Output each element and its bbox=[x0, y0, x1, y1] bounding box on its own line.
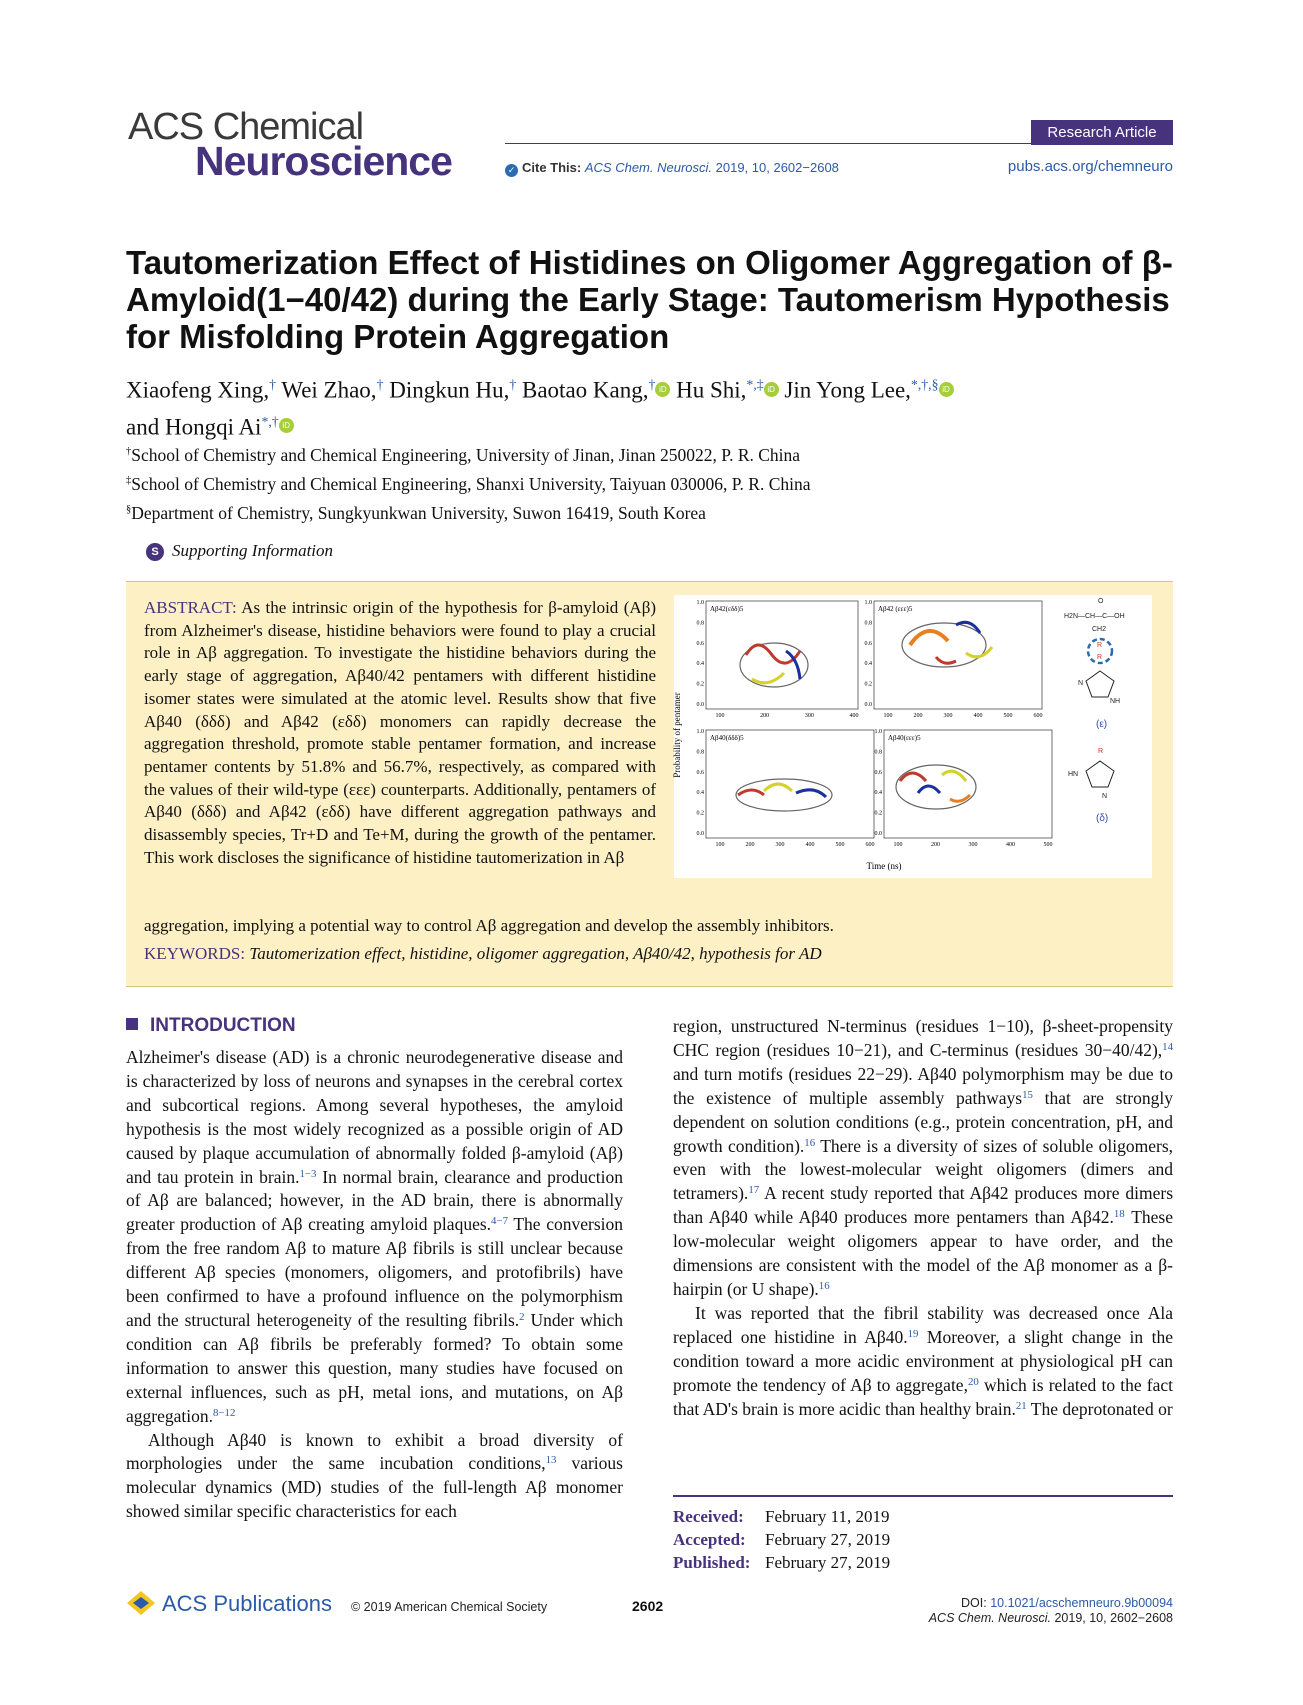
panel-2-ytick: 0.2 bbox=[864, 681, 872, 688]
toc-chart-svg bbox=[674, 595, 1152, 878]
panel-4-ytick: 0.4 bbox=[874, 790, 882, 797]
ref-link[interactable]: 14 bbox=[1162, 1040, 1173, 1053]
panel-3-ytick: 0.4 bbox=[696, 790, 704, 797]
author-affiliation-mark: *,† bbox=[261, 413, 279, 429]
panel-3-xtick: 500 bbox=[835, 842, 845, 848]
date-accepted: Accepted: February 27, 2019 bbox=[673, 1530, 891, 1549]
page-number: 2602 bbox=[632, 1598, 664, 1614]
panel-4-xtick: 300 bbox=[968, 842, 978, 848]
orcid-icon[interactable]: iD bbox=[764, 382, 779, 397]
ref-link[interactable]: 1−3 bbox=[299, 1167, 317, 1180]
panel-label-1: Aβ42(εδδ)5 bbox=[710, 605, 744, 613]
cite-label: Cite This: bbox=[522, 160, 582, 175]
panel-3-xtick: 200 bbox=[745, 842, 755, 848]
panel-3-xtick: 100 bbox=[715, 842, 725, 848]
copyright: © 2019 American Chemical Society bbox=[351, 1600, 548, 1614]
panel-3-xtick: 400 bbox=[805, 842, 815, 848]
panel-3-ytick: 0.0 bbox=[696, 830, 704, 837]
supporting-information-link[interactable]: S Supporting Information bbox=[146, 541, 333, 561]
date-received: Received: February 11, 2019 bbox=[673, 1507, 890, 1526]
orcid-icon[interactable]: iD bbox=[655, 382, 670, 397]
panel-label-3: Aβ40(δδδ)5 bbox=[710, 734, 744, 742]
ref-link[interactable]: 17 bbox=[748, 1184, 760, 1197]
panel-2-xtick: 400 bbox=[973, 713, 983, 719]
cite-this[interactable] bbox=[505, 160, 839, 177]
panel-4-ytick: 0.2 bbox=[874, 810, 882, 817]
panel-1-xtick: 400 bbox=[849, 713, 859, 719]
date-published: Published: February 27, 2019 bbox=[673, 1553, 891, 1572]
panel-1-ytick: 0.0 bbox=[696, 701, 704, 708]
abstract-text-tail: aggregation, implying a potential way to control Aβ aggregation and develop the assembly inhibitors. bbox=[144, 916, 834, 935]
panel-4-ytick: 0.8 bbox=[874, 749, 882, 756]
author-affiliation-mark: † bbox=[509, 377, 517, 392]
cite-journal[interactable]: ACS Chem. Neurosci. bbox=[584, 160, 713, 175]
doi-block: DOI: 10.1021/acschemneuro.9b00094 ACS Chem. Neurosci. 2019, 10, 2602−2608 bbox=[928, 1596, 1173, 1625]
panel-2-xtick: 500 bbox=[1003, 713, 1013, 719]
ref-link[interactable]: 15 bbox=[1022, 1088, 1033, 1101]
orcid-icon[interactable]: iD bbox=[279, 418, 294, 433]
toc-xlabel: Time (ns) bbox=[866, 861, 902, 871]
author-name[interactable]: Baotao Kang, bbox=[522, 377, 649, 403]
ref-link[interactable]: 18 bbox=[1113, 1208, 1125, 1221]
intro-paragraph-4: It was reported that the fibril stability was decreased once Ala replaced one histidine in Aβ40.19 Moreover, a slight change in the condition toward a more acidic environment at physiological pH can promote the tendency of Aβ to aggregate,$^{20}$ which is related to the fact that AD's brain is more acidic than healthy brain.$^{21}$ The deprotonated or bbox=[673, 1302, 1173, 1419]
panel-label-4: Aβ40(εεε)5 bbox=[888, 734, 921, 742]
ref-link[interactable]: 13 bbox=[545, 1454, 557, 1467]
ref-link[interactable]: 20 bbox=[967, 1375, 979, 1388]
chem-n1: N bbox=[1078, 680, 1084, 687]
chem-ch2: CH2 bbox=[1092, 626, 1107, 633]
panel-2-xtick: 200 bbox=[913, 713, 923, 719]
author-list bbox=[126, 369, 1186, 442]
panel-4-ytick: 0.6 bbox=[874, 769, 882, 776]
author-name[interactable]: Dingkun Hu, bbox=[389, 377, 510, 403]
toc-ylabel: Probability of pentamer bbox=[672, 692, 682, 778]
chem-r1: R bbox=[1097, 642, 1103, 649]
acs-hexagon-icon bbox=[126, 1590, 156, 1616]
isomer-epsilon: (ε) bbox=[1096, 719, 1108, 730]
affiliation-3: §Department of Chemistry, Sungkyunkwan University, Suwon 16419, South Korea bbox=[126, 503, 706, 523]
author-name[interactable]: Jin Yong Lee, bbox=[784, 377, 911, 403]
cite-details[interactable]: 2019, 10, 2602−2608 bbox=[715, 160, 839, 175]
panel-4-xtick: 400 bbox=[1006, 842, 1015, 848]
panel-4-xtick: 200 bbox=[931, 842, 940, 848]
author-affiliation-mark: † bbox=[376, 377, 384, 392]
author-affiliation-mark: † bbox=[648, 377, 656, 392]
chem-n2: N bbox=[1102, 793, 1108, 800]
author-name[interactable]: and Hongqi Ai bbox=[126, 414, 262, 440]
chem-backbone: H2N—CH—C—OH bbox=[1064, 613, 1125, 620]
ref-link[interactable]: 4−7 bbox=[491, 1215, 508, 1228]
panel-4-xtick: 100 bbox=[893, 842, 903, 848]
panel-1-xtick: 100 bbox=[715, 713, 725, 719]
panel-1-ytick: 0.8 bbox=[696, 620, 704, 627]
panel-2-ytick: 0.0 bbox=[864, 701, 872, 708]
author-name[interactable]: Wei Zhao, bbox=[281, 377, 377, 403]
author-affiliation-mark: *,‡ bbox=[746, 377, 764, 392]
article-dates bbox=[673, 1505, 890, 1574]
intro-column-2 bbox=[673, 1015, 1173, 1421]
journal-logo-line1: ACS Chemical bbox=[128, 106, 364, 148]
abstract-label: ABSTRACT: bbox=[144, 598, 237, 617]
ref-link[interactable]: 2 bbox=[519, 1311, 525, 1324]
panel-label-2: Aβ42 (εεε)5 bbox=[878, 605, 913, 613]
panel-1-xtick: 200 bbox=[760, 713, 770, 719]
panel-3-ytick: 0.8 bbox=[696, 749, 704, 756]
panel-3-xtick: 300 bbox=[775, 842, 785, 848]
isomer-delta: (δ) bbox=[1096, 813, 1109, 824]
panel-3-ytick: 1.0 bbox=[696, 729, 704, 735]
affiliation-1: †School of Chemistry and Chemical Engineering, University of Jinan, Jinan 250022, P. R. China bbox=[126, 445, 801, 465]
doi-link[interactable]: 10.1021/acschemneuro.9b00094 bbox=[990, 1596, 1173, 1610]
ref-link[interactable]: 16 bbox=[818, 1280, 830, 1293]
panel-1-ytick: 0.4 bbox=[696, 661, 704, 668]
panel-4-xtick: 500 bbox=[1043, 842, 1053, 848]
ref-link[interactable]: 8−12 bbox=[212, 1406, 236, 1419]
panel-2-xtick: 100 bbox=[883, 713, 893, 719]
orcid-icon[interactable]: iD bbox=[939, 382, 954, 397]
publisher-logo[interactable]: ACS Publications bbox=[126, 1590, 332, 1617]
panel-1-ytick: 0.2 bbox=[696, 681, 704, 688]
ref-link[interactable]: 16 bbox=[804, 1136, 816, 1149]
chem-o: O bbox=[1098, 598, 1104, 605]
panel-1-ytick: 1.0 bbox=[696, 600, 704, 606]
chem-r3: R bbox=[1098, 748, 1104, 755]
panel-4-ytick: 1.0 bbox=[874, 729, 882, 735]
intro-paragraph-2: Although Aβ40 is known to exhibit a broad diversity of morphologies under the same incubation conditions,$^{13}$ various molecular dynamics (MD) studies of the full-length Aβ monomer showed similar specific characteristics for each bbox=[126, 1429, 623, 1522]
supporting-info-icon: S bbox=[146, 543, 164, 561]
author-affiliation-mark: † bbox=[269, 377, 276, 392]
affiliation-2: ‡School of Chemistry and Chemical Engineering, Shanxi University, Taiyuan 030006, P. R. China bbox=[126, 474, 811, 494]
dates-rule bbox=[673, 1495, 1173, 1497]
panel-1-ytick: 0.6 bbox=[696, 640, 704, 647]
intro-paragraph-1: Alzheimer's disease (AD) is a chronic neurodegenerative disease and is characterized by loss of neurons and synapses in the cerebral cortex and subcortical regions. Among several hypotheses, the amyloid hypothesis is the most widely recognized as a possible origin of AD caused by plaque accumulation of abnormally folded β-amyloid (Aβ) and tau protein in brain.$^{1-3}$ In normal brain, clearance and production of Aβ are balanced; however, in the AD brain, there is abnormally greater production of Aβ creating amyloid plaques.$^{4-7}$ The conversion from the free random Aβ to mature Aβ fibrils is still unclear because different Aβ species (monomers, oligomers, and protofibrils) have been confirmed to have a profound influence on the polymorphism and the structural heterogeneity of the resulting fibrils.$^2$ Under which condition can Aβ fibrils be preferably formed? To obtain some information to answer this question, many studies have focused on external influences, such as pH, metal ions, and mutations, on Aβ aggregation.$^{8-12}$ bbox=[126, 1047, 623, 1426]
check-icon: ✓ bbox=[505, 164, 518, 177]
section-square-icon bbox=[126, 1018, 138, 1030]
toc-graphic bbox=[674, 595, 1152, 878]
keywords: KEYWORDS: Tautomerization effect, histidine, oligomer aggregation, Aβ40/42, hypothesis for AD bbox=[144, 944, 822, 963]
journal-url[interactable]: pubs.acs.org/chemneuro bbox=[1007, 158, 1173, 175]
intro-heading: INTRODUCTION bbox=[126, 1015, 296, 1037]
journal-logo-line2: Neuroscience bbox=[195, 138, 452, 184]
panel-2-xtick: 600 bbox=[1033, 713, 1043, 719]
panel-2-ytick: 0.6 bbox=[864, 640, 872, 647]
chem-nh1: NH bbox=[1110, 698, 1121, 705]
abstract-text: ABSTRACT: As the intrinsic origin of the hypothesis for β-amyloid (Aβ) from Alzheimer's disease, histidine behaviors were found to play a crucial role in Aβ aggregation. To investigate the histidine behaviors during the early stage of aggregation, Aβ40/42 pentamers with different histidine isomer states were simulated at the atomic level. Results show that five Aβ40 (δδδ) and Aβ42 (εδδ) monomers can rapidly decrease the aggregation threshold, promote stable pentamer formation, and increase pentamer contents by 51.8% and 56.7%, respectively, as compared with the values of their wild-type (εεε) counterparts. Additionally, pentamers of Aβ40 (δδδ) and Aβ42 (εδδ) have different aggregation pathways and disassembly species, Tr+D and Te+M, during the growth of the pentamer. This work discloses the significance of histidine tautomerization in Aβ bbox=[144, 598, 656, 867]
panel-2-ytick: 1.0 bbox=[864, 600, 872, 606]
panel-4-ytick: 0.0 bbox=[874, 830, 882, 837]
intro-column-1 bbox=[126, 1046, 623, 1524]
intro-paragraph-3: region, unstructured N-terminus (residues 1−10), β-sheet-propensity CHC region (residues 10−21), and C-terminus (residues 30−40/42),$^{14}$ and turn motifs (residues 22−29). Aβ40 polymorphism may be due to the existence of multiple assembly pathways$^{15}$ that are strongly dependent on solution conditions (e.g., protein concentration, pH, and growth condition).$^{16}$ There is a diversity of sizes of soluble oligomers, even with the lowest-molecular weight oligomers (dimers and tetramers).$^{17}$ A recent study reported that Aβ42 produces more dimers than Aβ40 while Aβ40 produces more pentamers than Aβ42.18 These low-molecular weight oligomers appear to have order, and the dimensions are consistent with the model of the Aβ monomer as a β-hairpin (or U shape).$^{16}$ bbox=[673, 1016, 1173, 1299]
chem-hn: HN bbox=[1068, 771, 1079, 778]
article-type-badge: Research Article bbox=[1031, 120, 1173, 145]
panel-2-ytick: 0.8 bbox=[864, 620, 872, 627]
ref-link[interactable]: 21 bbox=[1015, 1399, 1027, 1412]
panel-2-xtick: 300 bbox=[943, 713, 953, 719]
keywords-label: KEYWORDS: bbox=[144, 944, 246, 963]
panel-1-xtick: 300 bbox=[804, 713, 814, 719]
article-title: Tautomerization Effect of Histidines on Oligomer Aggregation of β-Amyloid(1−40/42) during the Early Stage: Tautomerism Hypothesis for Misfolding Protein Aggregation bbox=[126, 244, 1173, 355]
author-name[interactable]: Xiaofeng Xing, bbox=[126, 377, 270, 403]
chem-r2: R bbox=[1097, 654, 1103, 661]
author-affiliation-mark: *,†,§ bbox=[910, 377, 939, 392]
author-name[interactable]: Hu Shi, bbox=[676, 377, 747, 403]
panel-3-ytick: 0.6 bbox=[696, 769, 704, 776]
panel-3-xtick: 600 bbox=[865, 842, 875, 848]
panel-3-ytick: 0.2 bbox=[696, 810, 704, 817]
panel-2-ytick: 0.4 bbox=[864, 661, 872, 668]
ref-link[interactable]: 19 bbox=[907, 1327, 919, 1340]
